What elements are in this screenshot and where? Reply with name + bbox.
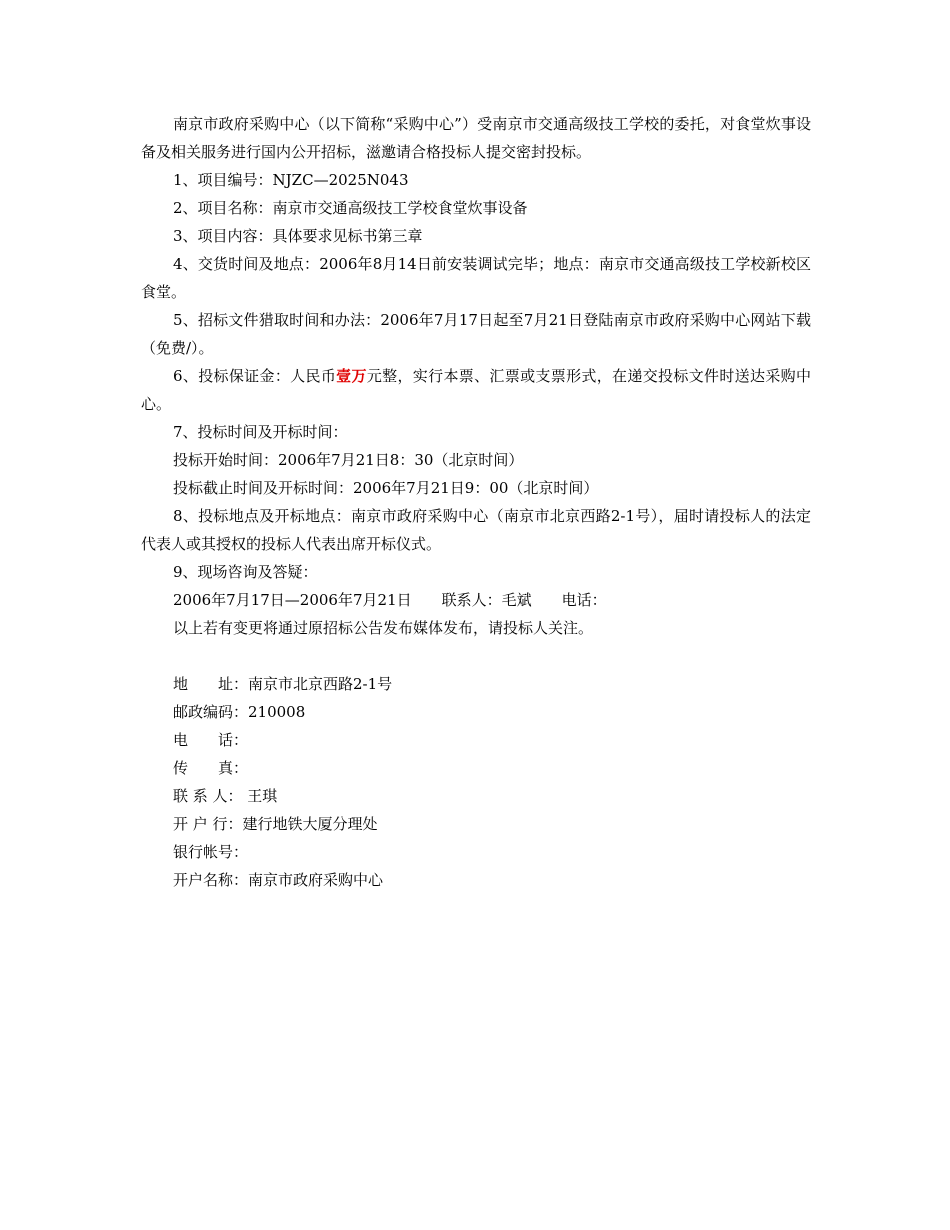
item-project-content: 3、项目内容：具体要求见标书第三章	[173, 227, 423, 245]
item-bid-location: 8、投标地点及开标地点：南京市政府采购中心（南京市北京西路2-1号），届时请投标人的法定代表人或其授权的投标人代表出席开标仪式。	[141, 507, 811, 553]
contact-postcode: 邮政编码：210008	[173, 703, 306, 721]
contact-fax: 传 真：	[173, 759, 249, 777]
contact-address: 地 址：南京市北京西路2-1号	[173, 675, 393, 693]
contact-person: 联 系 人： 王琪	[173, 787, 278, 805]
bid-bond-prefix: 6、投标保证金：人民币	[173, 367, 337, 385]
item-bid-time: 7、投标时间及开标时间：	[173, 423, 348, 441]
contact-account-name: 开户名称：南京市政府采购中心	[173, 871, 384, 889]
spacer	[141, 642, 811, 670]
item-delivery: 4、交货时间及地点：2006年8月14日前安装调试完毕；地点：南京市交通高级技工学校新校区食堂。	[141, 255, 811, 301]
item-bid-bond	[141, 362, 811, 418]
contact-bank: 开 户 行：建行地铁大厦分理处	[173, 815, 378, 833]
notice-intro: 南京市政府采购中心（以下简称“采购中心”）受南京市交通高级技工学校的委托，对食堂炊事设备及相关服务进行国内公开招标，滋邀请合格投标人提交密封投标。	[141, 115, 811, 161]
item-document-acquisition: 5、招标文件猎取时间和办法：2006年7月17日起至7月21日登陆南京市政府采购中心网站下载（免费/）。	[141, 311, 811, 357]
closing-note: 以上若有变更将通过原招标公告发布媒体发布，请投标人关注。	[173, 619, 594, 637]
consultation-detail: 2006年7月17日—2006年7月21日 联系人：毛斌 电话：	[173, 591, 607, 609]
contact-account: 银行帐号：	[173, 843, 249, 861]
contact-block	[141, 670, 811, 894]
bid-deadline-time: 投标截止时间及开标时间：2006年7月21日9：00（北京时间）	[173, 479, 599, 497]
item-project-name: 2、项目名称：南京市交通高级技工学校食堂炊事设备	[173, 199, 528, 217]
bid-bond-suffix: 元整，实行本票、汇票或支票形式，在递交投标文件时送达采购中心。	[141, 367, 811, 413]
item-consultation: 9、现场咨询及答疑：	[173, 563, 318, 581]
bid-start-time: 投标开始时间：2006年7月21日8：30（北京时间）	[173, 451, 524, 469]
bid-bond-amount: 壹万	[336, 367, 367, 385]
item-project-number: 1、项目编号：NJZC—2025N043	[173, 171, 409, 189]
notice-body	[141, 110, 811, 894]
contact-phone: 电 话：	[173, 731, 249, 749]
